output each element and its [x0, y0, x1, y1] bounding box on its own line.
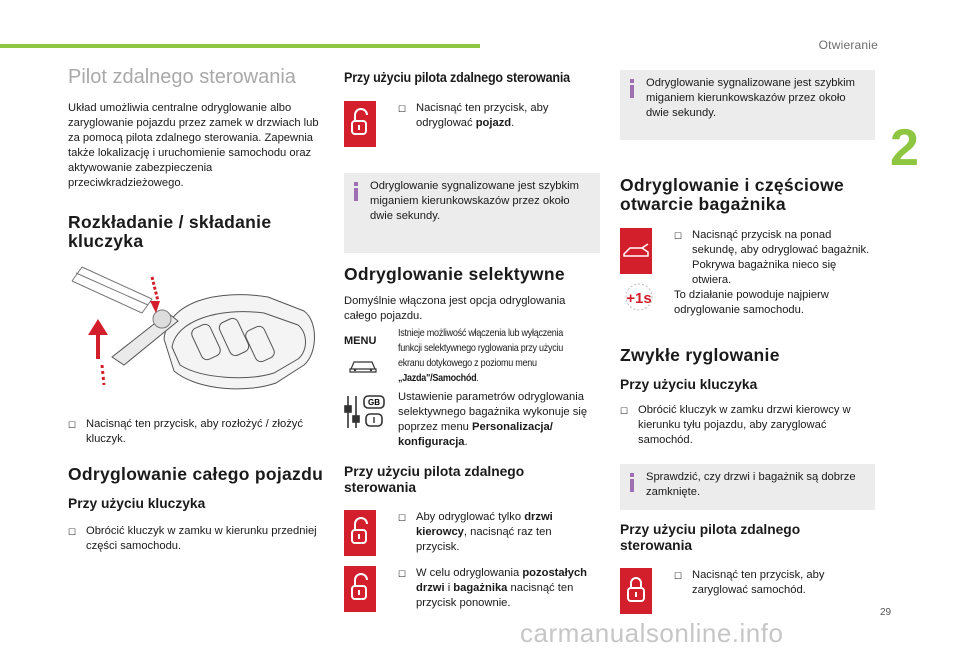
- unlock-all-heading: Odryglowanie całego pojazdu: [68, 464, 324, 484]
- svg-text:+1s: +1s: [626, 290, 652, 307]
- press-arrow-icon: [150, 277, 160, 313]
- fold-arrow-icon: [88, 319, 108, 385]
- partial-bullet: ☐ Nacisnąć przycisk na ponad sekundę, aby odryglować bagażnik. Pokrywa bagażnika nieco się otwiera.: [674, 229, 870, 286]
- square-bullet-icon: ☐: [68, 420, 77, 430]
- with-key-lock-bullet: ☐ Obrócić kluczyk w zamku drzwi kierowcy w kierunku tyłu pojazdu, aby zaryglować samochód.: [620, 404, 851, 446]
- i-label: I: [372, 416, 376, 425]
- unlock-button-illustration-3: [344, 566, 376, 612]
- padlock-open-icon: [344, 510, 376, 556]
- remote-unlock-row: [344, 101, 600, 147]
- square-bullet-icon: ☐: [398, 569, 407, 579]
- info-box-blink: Odryglowanie sygnalizowane jest szybkim miganiem kierunkowskazów przez około dwie sekundy.: [344, 173, 600, 253]
- square-bullet-icon: ☐: [620, 406, 629, 416]
- remote-lock-heading: Przy użyciu pilota zdalnego sterowania: [620, 522, 801, 553]
- chapter-title: Otwieranie: [818, 38, 878, 52]
- info-icon: [354, 182, 358, 201]
- plus-1s-badge: [620, 282, 652, 317]
- car-front-icon: [348, 357, 378, 375]
- chapter-number: 2: [890, 119, 919, 177]
- menu-row: [344, 326, 600, 386]
- menu-text: Istnieje możliwość włączenia lub wyłączenia funkcji selektywnego ryglowania przy użyciu ekranu dotykowego z poziomu menu „Jazda"/Samochód.: [398, 327, 564, 384]
- page-number: 29: [880, 607, 892, 618]
- square-bullet-icon: ☐: [398, 104, 407, 114]
- padlock-open-icon: [344, 101, 376, 147]
- watermark: carmanualsonline.info: [520, 618, 784, 648]
- info-icon: [630, 79, 634, 98]
- square-bullet-icon: ☐: [398, 513, 407, 523]
- remote-heading: Przy użyciu pilota zdalnego sterowania: [344, 70, 570, 85]
- others-unlock-bullet: ☐ W celu odryglowania pozostałych drzwi i bagażnika nacisnąć ten przycisk ponownie.: [398, 566, 588, 612]
- remote-lock-row: [620, 568, 875, 614]
- trunk-button-illustration: [620, 228, 652, 274]
- selective-heading: Odryglowanie selektywne: [344, 264, 565, 284]
- selective-intro: Domyślnie włączona jest opcja odryglowania całego pojazdu.: [344, 295, 566, 322]
- info-box-check: Sprawdzić, czy drzwi i bagażnik są dobrze zamknięte.: [620, 464, 875, 510]
- unlock-button-illustration: [344, 101, 376, 147]
- settings-sliders-icon: [344, 390, 390, 440]
- with-key-bullet: ☐ Obrócić kluczyk w zamku w kierunku przedniej części samochodu.: [68, 525, 317, 552]
- lock-button-illustration: [620, 568, 652, 614]
- square-bullet-icon: ☐: [68, 527, 77, 537]
- partial-note: To działanie powoduje najpierw odryglowanie samochodu.: [674, 289, 829, 316]
- unlock-button-illustration-2: [344, 510, 376, 556]
- intro-paragraph: Układ umożliwia centralne odryglowanie albo zaryglowanie pojazdu przez zamek w drzwiach lub za pomocą pilota zdalnego sterowania. Zapewnia także lokalizację i uruchomienie samochodu oraz aktywowanie zabezpieczenia przeciwkradzieżowego.: [68, 102, 319, 189]
- timer-plus-icon: [620, 282, 658, 312]
- remote-unlock-bullet: ☐ Nacisnąć ten przycisk, aby odryglować pojazd.: [398, 101, 600, 147]
- info-icon: [630, 473, 634, 492]
- partial-heading: Odryglowanie i częściowe otwarcie bagażnika: [620, 175, 845, 214]
- page-title: Pilot zdalnego sterowania: [68, 66, 296, 88]
- with-key-heading: Przy użyciu kluczyka: [68, 496, 206, 511]
- header-accent-bar: [0, 44, 480, 48]
- fold-bullet: ☐ Nacisnąć ten przycisk, aby rozłożyć / złożyć kluczyk.: [68, 418, 303, 445]
- menu-label: MENU: [344, 335, 377, 347]
- with-key-heading-2: Przy użyciu kluczyka: [620, 377, 758, 392]
- config-row: [344, 390, 600, 450]
- gb-label: GB: [368, 398, 380, 407]
- normal-lock-heading: Zwykłe ryglowanie: [620, 345, 780, 365]
- others-unlock-row: [344, 566, 600, 612]
- car-trunk-icon: [620, 228, 652, 274]
- config-text: Ustawienie parametrów odryglowania selektywnego bagażnika wykonuje się poprzez menu Personalizacja/ konfiguracja.: [398, 391, 588, 448]
- partial-row: [620, 228, 875, 318]
- driver-unlock-row: [344, 510, 600, 556]
- column-middle: [344, 60, 600, 612]
- info-box-blink-2: Odryglowanie sygnalizowane jest szybkim miganiem kierunkowskazów przez około dwie sekundy.: [620, 70, 875, 140]
- padlock-closed-icon: [620, 568, 652, 614]
- square-bullet-icon: ☐: [674, 571, 683, 581]
- driver-unlock-bullet: ☐ Aby odryglować tylko drzwi kierowcy, nacisnąć raz ten przycisk.: [398, 510, 578, 556]
- square-bullet-icon: ☐: [674, 231, 683, 241]
- padlock-open-icon: [344, 566, 376, 612]
- key-fold-illustration: [68, 261, 326, 411]
- fold-heading: Rozkładanie / składanie kluczyka: [68, 212, 272, 251]
- remote-lock-bullet: ☐ Nacisnąć ten przycisk, aby zaryglować samochód.: [674, 568, 854, 614]
- column-right: [620, 60, 875, 614]
- remote-heading-2: Przy użyciu pilota zdalnego sterowania: [344, 464, 525, 495]
- column-left: [68, 60, 326, 554]
